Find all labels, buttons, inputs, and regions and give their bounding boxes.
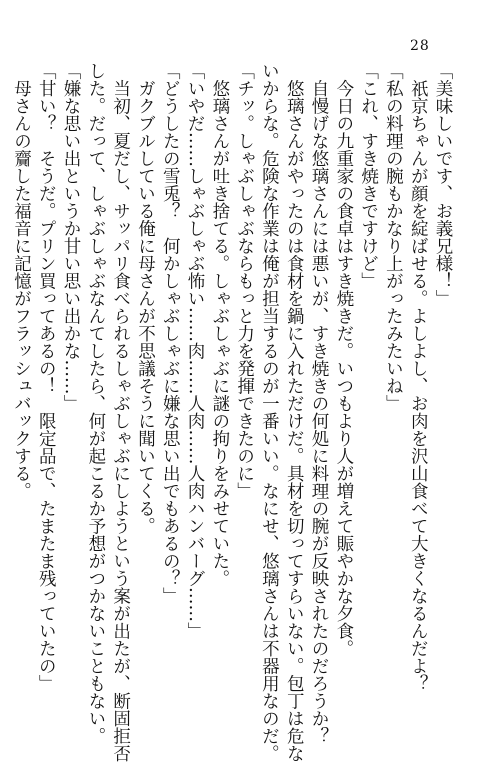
text-line-11: 「いやだ……しゃぶしゃぶ怖い……肉……人肉……人肉ハンバーグ……」 [185, 62, 206, 640]
text-line-15: した。だって、しゃぶしゃぶなんてしたら、何が起こるか予想がつかないこともない。 [85, 62, 106, 745]
text-line-13: ガクブルしている俺に母さんが不思議そうに聞いてくる。 [135, 62, 156, 535]
text-line-8: いからな。危険な作業は俺が担当するのが一番いい。なにせ、悠璃さんは不器用なのだ。 [259, 62, 280, 762]
novel-text-body [11, 62, 455, 762]
text-line-9: 「チッ。しゃぶしゃぶならもっと力を発揮できたのに」 [234, 62, 255, 500]
text-line-18: 母さんの齎した福音に記憶がフラッシュバックする。 [11, 62, 32, 500]
text-line-5: 今日の九重家の食卓はすき焼きだ。いつもより人が増えて賑やかな夕食。 [333, 62, 354, 657]
text-line-3: 「私の料理の腕もかなり上がったみたいね」 [383, 62, 404, 412]
text-line-14: 当初、夏だし、サッパリ食べられるしゃぶしゃぶにしようという案が出たが、断固拒否 [110, 62, 131, 762]
page-number: 28 [410, 38, 430, 54]
text-line-2: 祇京ちゃんが顔を綻ばせる。よしよし、お肉を沢山食べて大きくなるんだよ？ [408, 62, 429, 692]
text-line-6: 自慢げな悠璃さんには悪いが、すき焼きの何処に料理の腕が反映されたのだろうか？ [309, 62, 330, 745]
text-line-1: 「美味しいです、お義兄様！」 [433, 62, 453, 307]
text-line-16: 「嫌な思い出というか甘い思い出かな……」 [61, 62, 82, 412]
text-line-10: 悠璃さんが吐き捨てる。しゃぶしゃぶに謎の拘りをみせていた。 [209, 62, 230, 587]
text-line-4: 「これ、すき焼きですけど」 [358, 62, 379, 290]
text-line-17: 「甘い？ そうだ。プリン買ってあるの！ 限定品で、たまたま残っていたの」 [36, 62, 57, 692]
text-line-7: 悠璃さんがやったのは食材を鍋に入れただけだ。具材を切ってすらいない。包丁は危な [284, 62, 305, 762]
text-line-12: 「どうしたの雪兎？ 何かしゃぶしゃぶに嫌な思い出でもあるの？」 [160, 62, 181, 605]
